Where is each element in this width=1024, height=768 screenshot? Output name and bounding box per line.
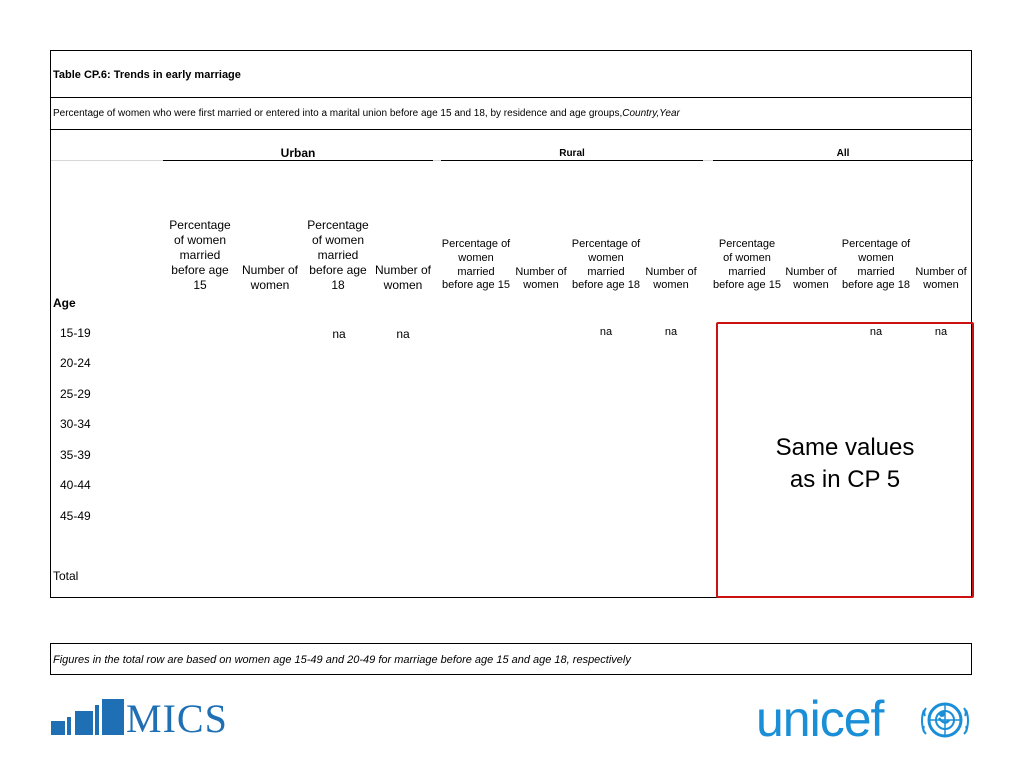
- row-label-40-44: 40-44: [60, 478, 91, 492]
- header-rule: [51, 160, 163, 161]
- table-subtitle-country-year: Country,Year: [622, 108, 680, 119]
- row-label-total: Total: [53, 569, 79, 583]
- col-rural-pct15: Percentage of women married before age 15: [441, 238, 511, 292]
- col-all-pct15: Percentage of women married before age 15: [713, 238, 781, 292]
- group-header-all: All: [836, 148, 850, 159]
- cell-rural-num18-na: na: [664, 326, 678, 338]
- col-urban-pct18: Percentage of women married before age 18: [307, 218, 369, 292]
- row-label-35-39: 35-39: [60, 448, 91, 462]
- mics-logo: [51, 697, 251, 739]
- cell-rural-pct18-na: na: [599, 326, 613, 338]
- callout-text: Same values as in CP 5: [775, 434, 915, 493]
- rural-header-rule: [441, 160, 703, 161]
- footnote-text: Figures in the total row are based on women age 15-49 and 20-49 for marriage before age 15 and age 18, respectively: [53, 654, 631, 666]
- row-label-25-29: 25-29: [60, 387, 91, 401]
- cell-all-num18-na: na: [934, 326, 948, 338]
- group-header-rural: Rural: [559, 148, 585, 159]
- col-all-num15: Number of women: [785, 265, 837, 292]
- cell-urban-num18-na: na: [396, 327, 410, 341]
- table-title-row: [51, 51, 971, 98]
- row-label-15-19: 15-19: [60, 326, 91, 340]
- mics-logo-bar: [102, 699, 124, 735]
- callout-box: [716, 322, 974, 598]
- all-header-rule: [713, 160, 973, 161]
- mics-logo-text: MICS: [126, 696, 228, 741]
- unicef-logo-text: unicef: [756, 691, 884, 747]
- cell-all-pct18-na: na: [869, 326, 883, 338]
- col-rural-num18: Number of women: [645, 265, 697, 292]
- footnote-box: [50, 643, 972, 675]
- col-rural-num15: Number of women: [515, 265, 567, 292]
- table-subtitle: Percentage of women who were first married or entered into a marital union before age 15 and 18, by residence and age groups,: [53, 108, 623, 119]
- cell-urban-pct18-na: na: [332, 327, 346, 341]
- col-urban-pct15: Percentage of women married before age 15: [169, 218, 231, 292]
- row-label-20-24: 20-24: [60, 356, 91, 370]
- table-subtitle-row: [51, 98, 971, 130]
- unicef-emblem-icon: [918, 696, 972, 746]
- row-label-45-49: 45-49: [60, 509, 91, 523]
- age-header: Age: [53, 296, 76, 310]
- unicef-logo: [756, 690, 976, 750]
- row-label-30-34: 30-34: [60, 417, 91, 431]
- urban-header-rule: [163, 160, 433, 161]
- header-rule: [433, 160, 441, 161]
- mics-logo-bar: [51, 721, 65, 735]
- col-all-pct18: Percentage of women married before age 18: [841, 238, 911, 292]
- col-all-num18: Number of women: [915, 265, 967, 292]
- header-rule: [703, 160, 713, 161]
- mics-logo-bar: [95, 705, 99, 735]
- group-header-urban: Urban: [280, 146, 316, 160]
- col-urban-num15: Number of women: [241, 263, 299, 292]
- col-urban-num18: Number of women: [374, 263, 432, 292]
- mics-logo-bar: [75, 711, 93, 735]
- table-title: Table CP.6: Trends in early marriage: [53, 69, 241, 81]
- col-rural-pct18: Percentage of women married before age 18: [571, 238, 641, 292]
- mics-logo-bar: [67, 717, 71, 735]
